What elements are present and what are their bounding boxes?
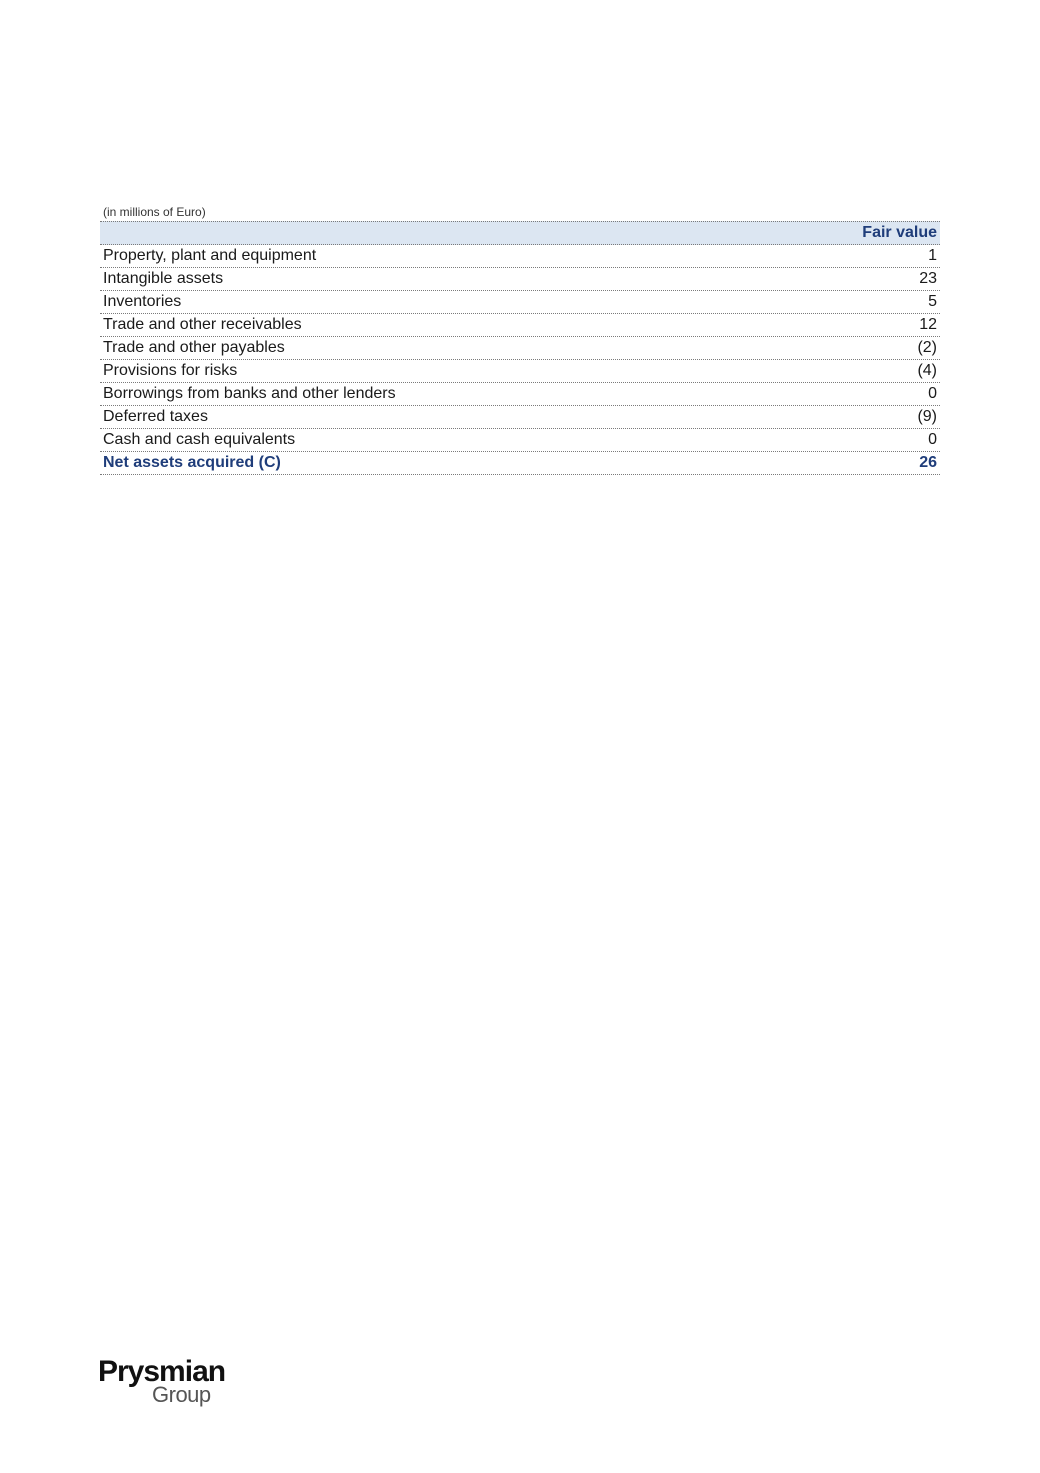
table-row <box>100 383 940 406</box>
row-value: 0 <box>928 385 937 402</box>
total-row <box>100 452 940 475</box>
table-row <box>100 406 940 429</box>
row-label: Trade and other receivables <box>103 316 302 333</box>
company-logo <box>98 1355 238 1415</box>
row-label: Trade and other payables <box>103 339 285 356</box>
row-value: 12 <box>919 316 937 333</box>
row-label: Cash and cash equivalents <box>103 431 296 448</box>
column-header-fair-value: Fair value <box>862 224 937 241</box>
row-label: Intangible assets <box>103 270 224 287</box>
table-row <box>100 268 940 291</box>
row-label: Property, plant and equipment <box>103 247 317 264</box>
table-row <box>100 245 940 268</box>
table-row <box>100 291 940 314</box>
units-note: (in millions of Euro) <box>103 205 206 219</box>
row-label: Deferred taxes <box>103 408 208 425</box>
row-value: 0 <box>928 431 937 448</box>
fair-value-table <box>100 204 940 475</box>
table-row <box>100 314 940 337</box>
row-value: (4) <box>917 362 937 379</box>
row-label: Borrowings from banks and other lenders <box>103 385 396 402</box>
logo-subtitle: Group <box>152 1382 211 1407</box>
table-row <box>100 360 940 383</box>
row-value: 23 <box>919 270 937 287</box>
table-row <box>100 337 940 360</box>
logo-wordmark: Prysmian <box>98 1355 226 1388</box>
row-value: (2) <box>917 339 937 356</box>
row-label: Provisions for risks <box>103 362 238 379</box>
row-value: 1 <box>928 247 937 264</box>
table-header-row <box>100 221 940 245</box>
total-value: 26 <box>919 454 937 471</box>
row-value: 5 <box>928 293 937 310</box>
row-value: (9) <box>917 408 937 425</box>
table-row <box>100 429 940 452</box>
row-label: Inventories <box>103 293 182 310</box>
total-label: Net assets acquired (C) <box>103 454 281 471</box>
